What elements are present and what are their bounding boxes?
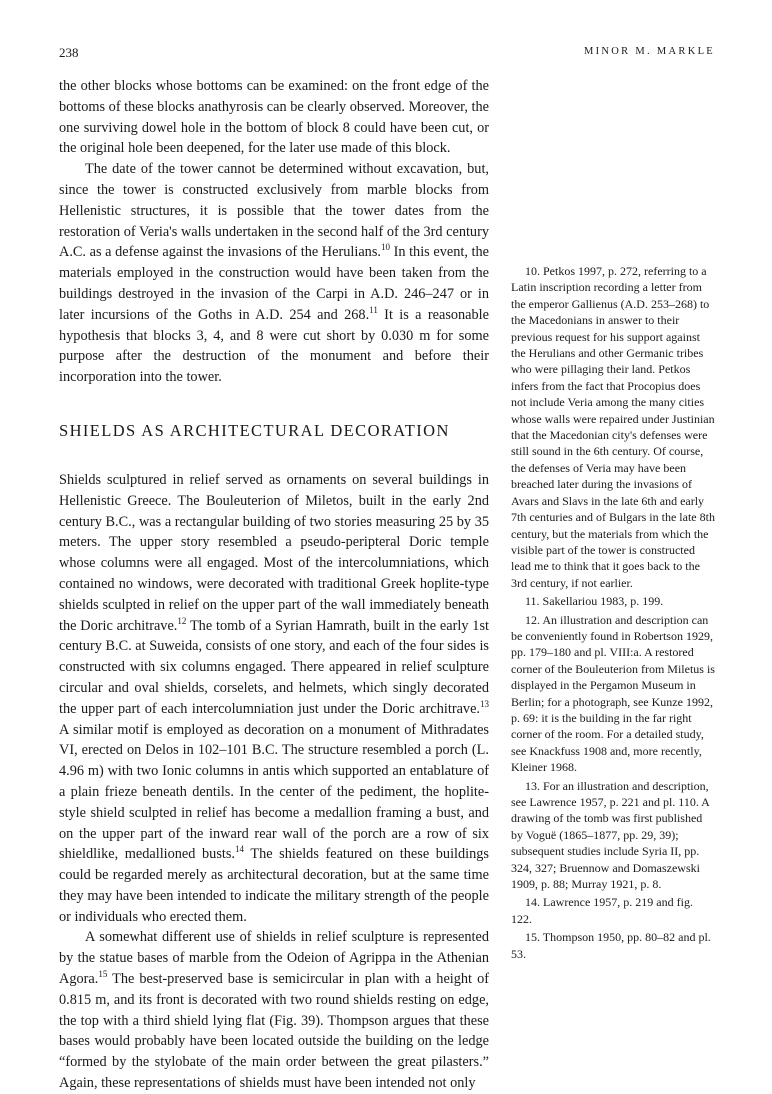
paragraph-continuation: the other blocks whose bottoms can be examined: on the front edge of the bottoms of these blocks anathyrosis can be clearly observed. Moreover, the one surviving dowel hole in the bottom of block 8 could have been cut, or the original hole been deepened, for the later use made of this block.	[59, 78, 489, 157]
paragraph-shields-relief	[59, 470, 489, 928]
text-run: The shields featured on these buildings could be regarded merely as architectural decoration, but at the same time they may have been intended to indicate the military strength of the people or individuals who erected them.	[59, 846, 489, 925]
page-number: 238	[59, 45, 79, 60]
paragraph-statue-bases	[59, 927, 489, 1093]
paragraph-tower-date	[59, 159, 489, 388]
text-run: A similar motif is employed as decoration on a monument of Mithradates VI, erected on Delos in 102–101 B.C. The structure resembled a porch (L. 4.96 m) with two Ionic columns in antis which supported an entablature of a plain frieze beneath dentils. In the center of the pediment, the hoplite-style shield sculpted in relief has become a medallion framing a bust, and on the upper part of the inward rear wall of the porch are a row of six shieldlike, medallioned busts.	[59, 721, 489, 863]
footnote-15: 15. Thompson 1950, pp. 80–82 and pl. 53.	[511, 930, 711, 961]
footnote-ref-10: 10	[380, 242, 390, 253]
text-run: The best-preserved base is semicircular in plan with a height of 0.815 m, and its front is decorated with two round shields resting on edge, the top with a third shield lying flat (Fig. 39). Thompson argues that these bases would probably have been located outside the building on the ledge “formed by the stylobate of the main order between the great pilasters.” Again, these representations of shields must have been intended not only	[59, 971, 489, 1092]
footnote-ref-11: 11	[369, 305, 378, 315]
footnote-11: 11. Sakellariou 1983, p. 199.	[525, 594, 664, 609]
footnote-ref-13: 13	[480, 698, 489, 709]
running-head: MINOR M. MARKLE	[583, 46, 715, 57]
text-run: It is a reasonable hypothesis that blocks 3, 4, and 8 were cut short by 0.030 m for some purpose after the destruction of the monument and before their incorporation into the tower.	[59, 306, 489, 386]
footnote-13: 13. For an illustration and description, see Lawrence 1957, p. 221 and pl. 110. A drawing of the tomb was first published by Voguë (1865–1877, pp. 29, 39); subsequent studies include Syria II, pp. 324, 327; Bruennow and Domaszewski 1909, p. 88; Murray 1921, p. 8.	[511, 778, 710, 892]
footnote-10: 10. Petkos 1997, p. 272, referring to a Latin inscription recording a letter from the emperor Gallienus (A.D. 253–268) to the Macedonians in answer to their previous request for his support against the Herulians and other Germanic tribes who were pillaging their land. Petkos infers from the fact that Procopius does not include Veria among the many cities whose walls were repaired under Justinian that the Macedonian city's defenses were still sound in the 6th century. Of course, the defenses of Veria may have been breached later during the invasions of Avars and Slavs in the late 6th and early 7th centuries and of Bulgars in the late 8th century, but the materials from which the visible part of the tower is constructed lead me to think that it goes back to the 3rd century, if not earlier.	[511, 264, 715, 590]
footnote-14: 14. Lawrence 1957, p. 219 and fig. 122.	[511, 895, 693, 926]
text-run: The date of the tower cannot be determined without excavation, but, since the tower is constructed exclusively from marble blocks from Hellenistic structures, it is possible that the tower dates from the restoration of Veria's walls undertaken in the second half of the 3rd century A.C. as a defense against the invasions of the Herulians.	[59, 161, 489, 261]
text-run: A somewhat different use of shields in relief sculpture is represented by the statue bases of marble from the Odeion of Agrippa in the Athenian Agora.	[59, 929, 489, 988]
footnote-ref-15: 15	[98, 969, 108, 980]
text-run: The tomb of a Syrian Hamrath, built in the early 1st century B.C. at Suweida, consists of one story, and each of the four sides is constructed with six columns engaged. There appeared in relief sculpture circular and oval shields, corselets, and helmets, which singly decorated the upper part of each intercolumniation just under the Doric architrave.	[59, 617, 489, 717]
footnote-ref-12: 12	[177, 615, 187, 626]
footnotes-column	[511, 263, 716, 964]
main-text-column	[59, 76, 489, 1094]
text-run: Shields sculptured in relief served as ornaments on several buildings in Hellenistic Greece. The Bouleuterion of Miletos, built in the early 2nd century B.C., was a rectangular building of two stories measuring 25 by 35 meters. The upper story resembled a pseudo-peripteral Doric temple whose columns were all engaged. Most of the intercolumniations, which contained no windows, were decorated with traditional Greek hoplite-type shields sculpted in relief on the upper part of the wall immediately beneath the Doric architrave.	[59, 471, 489, 634]
section-heading: SHIELDS AS ARCHITECTURAL DECORATION	[59, 420, 450, 440]
footnote-ref-14: 14	[235, 844, 244, 855]
footnote-12: 12. An illustration and description can be conveniently found in Robertson 1929, pp. 179–180 and pl. VIII:a. A restored corner of the Bouleuterion from Miletus is displayed in the Pergamon Museum in Berlin; for a photograph, see Kunze 1992, p. 69: it is the building in the far right corner of the room. For a detailed study, see Knackfuss 1908 and, more recently, Kleiner 1968.	[511, 612, 715, 775]
text-run: In this event, the materials employed in the construction would have been taken from the buildings destroyed in the invasion of the Carpi in A.D. 246–247 or in later incursions of the Goths in A.D. 254 and 268.	[59, 244, 489, 323]
